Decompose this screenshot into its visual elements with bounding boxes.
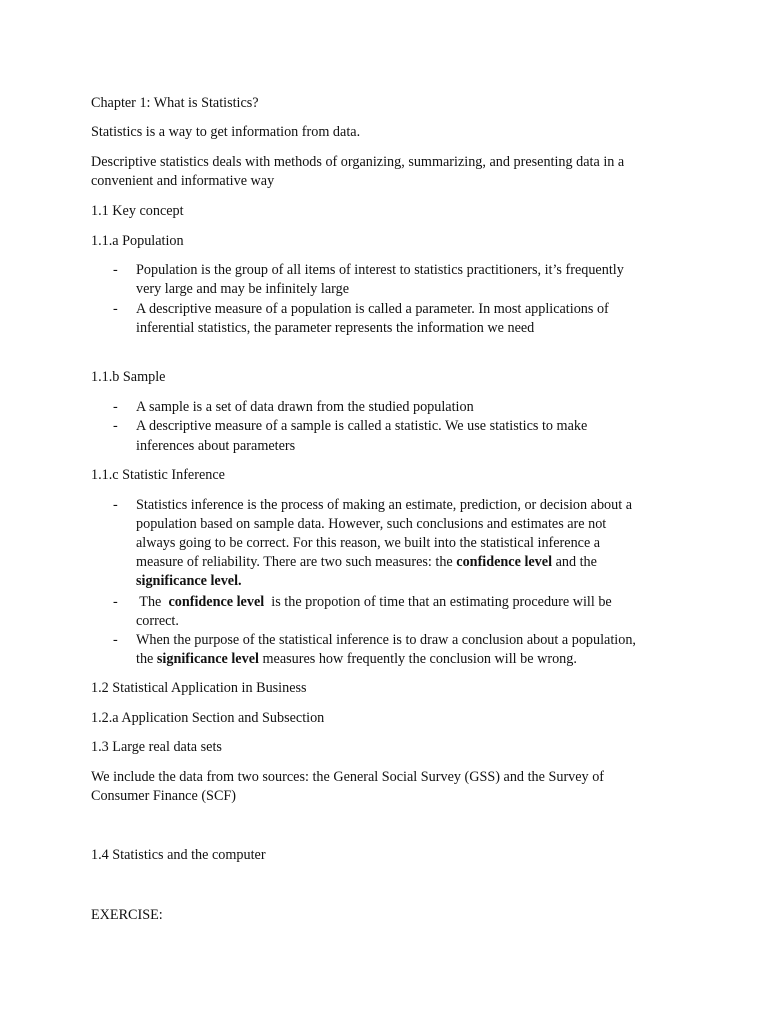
confidence-level-term: confidence level [168,594,265,610]
inference-bullet-1-line-4-text: measure of reliability. There are two such measures: the [136,554,457,570]
population-bullet-1-line-1: Population is the group of all items of interest to statistics practitioners, it’s frequently [136,262,624,278]
inference-bullet-1-line-3: always going to be correct. For this reason, we built into the statistical inference a [136,535,601,551]
section-heading-1-4: 1.4 Statistics and the computer [91,847,266,863]
section-heading-1-2-a: 1.2.a Application Section and Subsection [91,710,325,726]
bullet-dash: - [113,632,118,648]
inference-bullet-1-line-4 [136,553,676,573]
data-sources-line-1: We include the data from two sources: the General Social Survey (GSS) and the Survey of [91,769,605,785]
inference-bullet-2-line-1-tail: is the propotion of time that an estimating procedure will be [264,594,612,610]
significance-level-term: significance level. [136,573,242,589]
section-heading-1-1-b: 1.1.b Sample [91,369,166,385]
sample-bullet-2-line-2: inferences about parameters [136,438,296,454]
descriptive-paragraph-line-2: convenient and informative way [91,173,275,189]
bullet-dash: - [113,301,118,317]
inference-bullet-1-line-1: Statistics inference is the process of making an estimate, prediction, or decision about a [136,497,633,513]
confidence-level-term: confidence level [456,554,553,570]
bullet-dash: - [113,497,118,513]
chapter-title: Chapter 1: What is Statistics? [91,95,259,111]
section-heading-1-1-a: 1.1.a Population [91,233,184,249]
bullet-dash: - [113,418,118,434]
inference-bullet-2-line-2: correct. [136,613,179,629]
inference-bullet-1-line-2: population based on sample data. However, such conclusions and estimates are not [136,516,607,532]
bullet-dash: - [113,399,118,415]
section-heading-1-2: 1.2 Statistical Application in Business [91,680,307,696]
exercise-heading: EXERCISE: [91,907,163,923]
section-heading-1-3: 1.3 Large real data sets [91,739,222,755]
data-sources-line-2: Consumer Finance (SCF) [91,788,237,804]
population-bullet-2-line-1: A descriptive measure of a population is called a parameter. In most applications of [136,301,609,317]
bullet-dash: - [113,262,118,278]
inference-bullet-3-line-2-text: the [136,651,157,667]
inference-bullet-2-line-1-text: The [136,594,169,610]
descriptive-paragraph-line-1: Descriptive statistics deals with methods of organizing, summarizing, and presenting data in a [91,154,625,170]
section-heading-1-1-c: 1.1.c Statistic Inference [91,467,225,483]
inference-bullet-2-line-1 [136,593,676,613]
inference-bullet-1-line-4-tail: and the [552,554,597,570]
sample-bullet-1: A sample is a set of data drawn from the studied population [136,399,474,415]
section-heading-1-1: 1.1 Key concept [91,203,184,219]
intro-paragraph: Statistics is a way to get information from data. [91,124,361,140]
inference-bullet-3-line-1: When the purpose of the statistical inference is to draw a conclusion about a population, [136,632,636,648]
significance-level-term: significance level [156,651,259,667]
population-bullet-1-line-2: very large and may be infinitely large [136,281,349,297]
population-bullet-2-line-2: inferential statistics, the parameter represents the information we need [136,320,535,336]
inference-bullet-3-line-2 [136,650,676,670]
sample-bullet-2-line-1: A descriptive measure of a sample is called a statistic. We use statistics to make [136,418,588,434]
inference-bullet-3-line-2-tail: measures how frequently the conclusion will be wrong. [258,651,577,667]
bullet-dash: - [113,594,118,610]
